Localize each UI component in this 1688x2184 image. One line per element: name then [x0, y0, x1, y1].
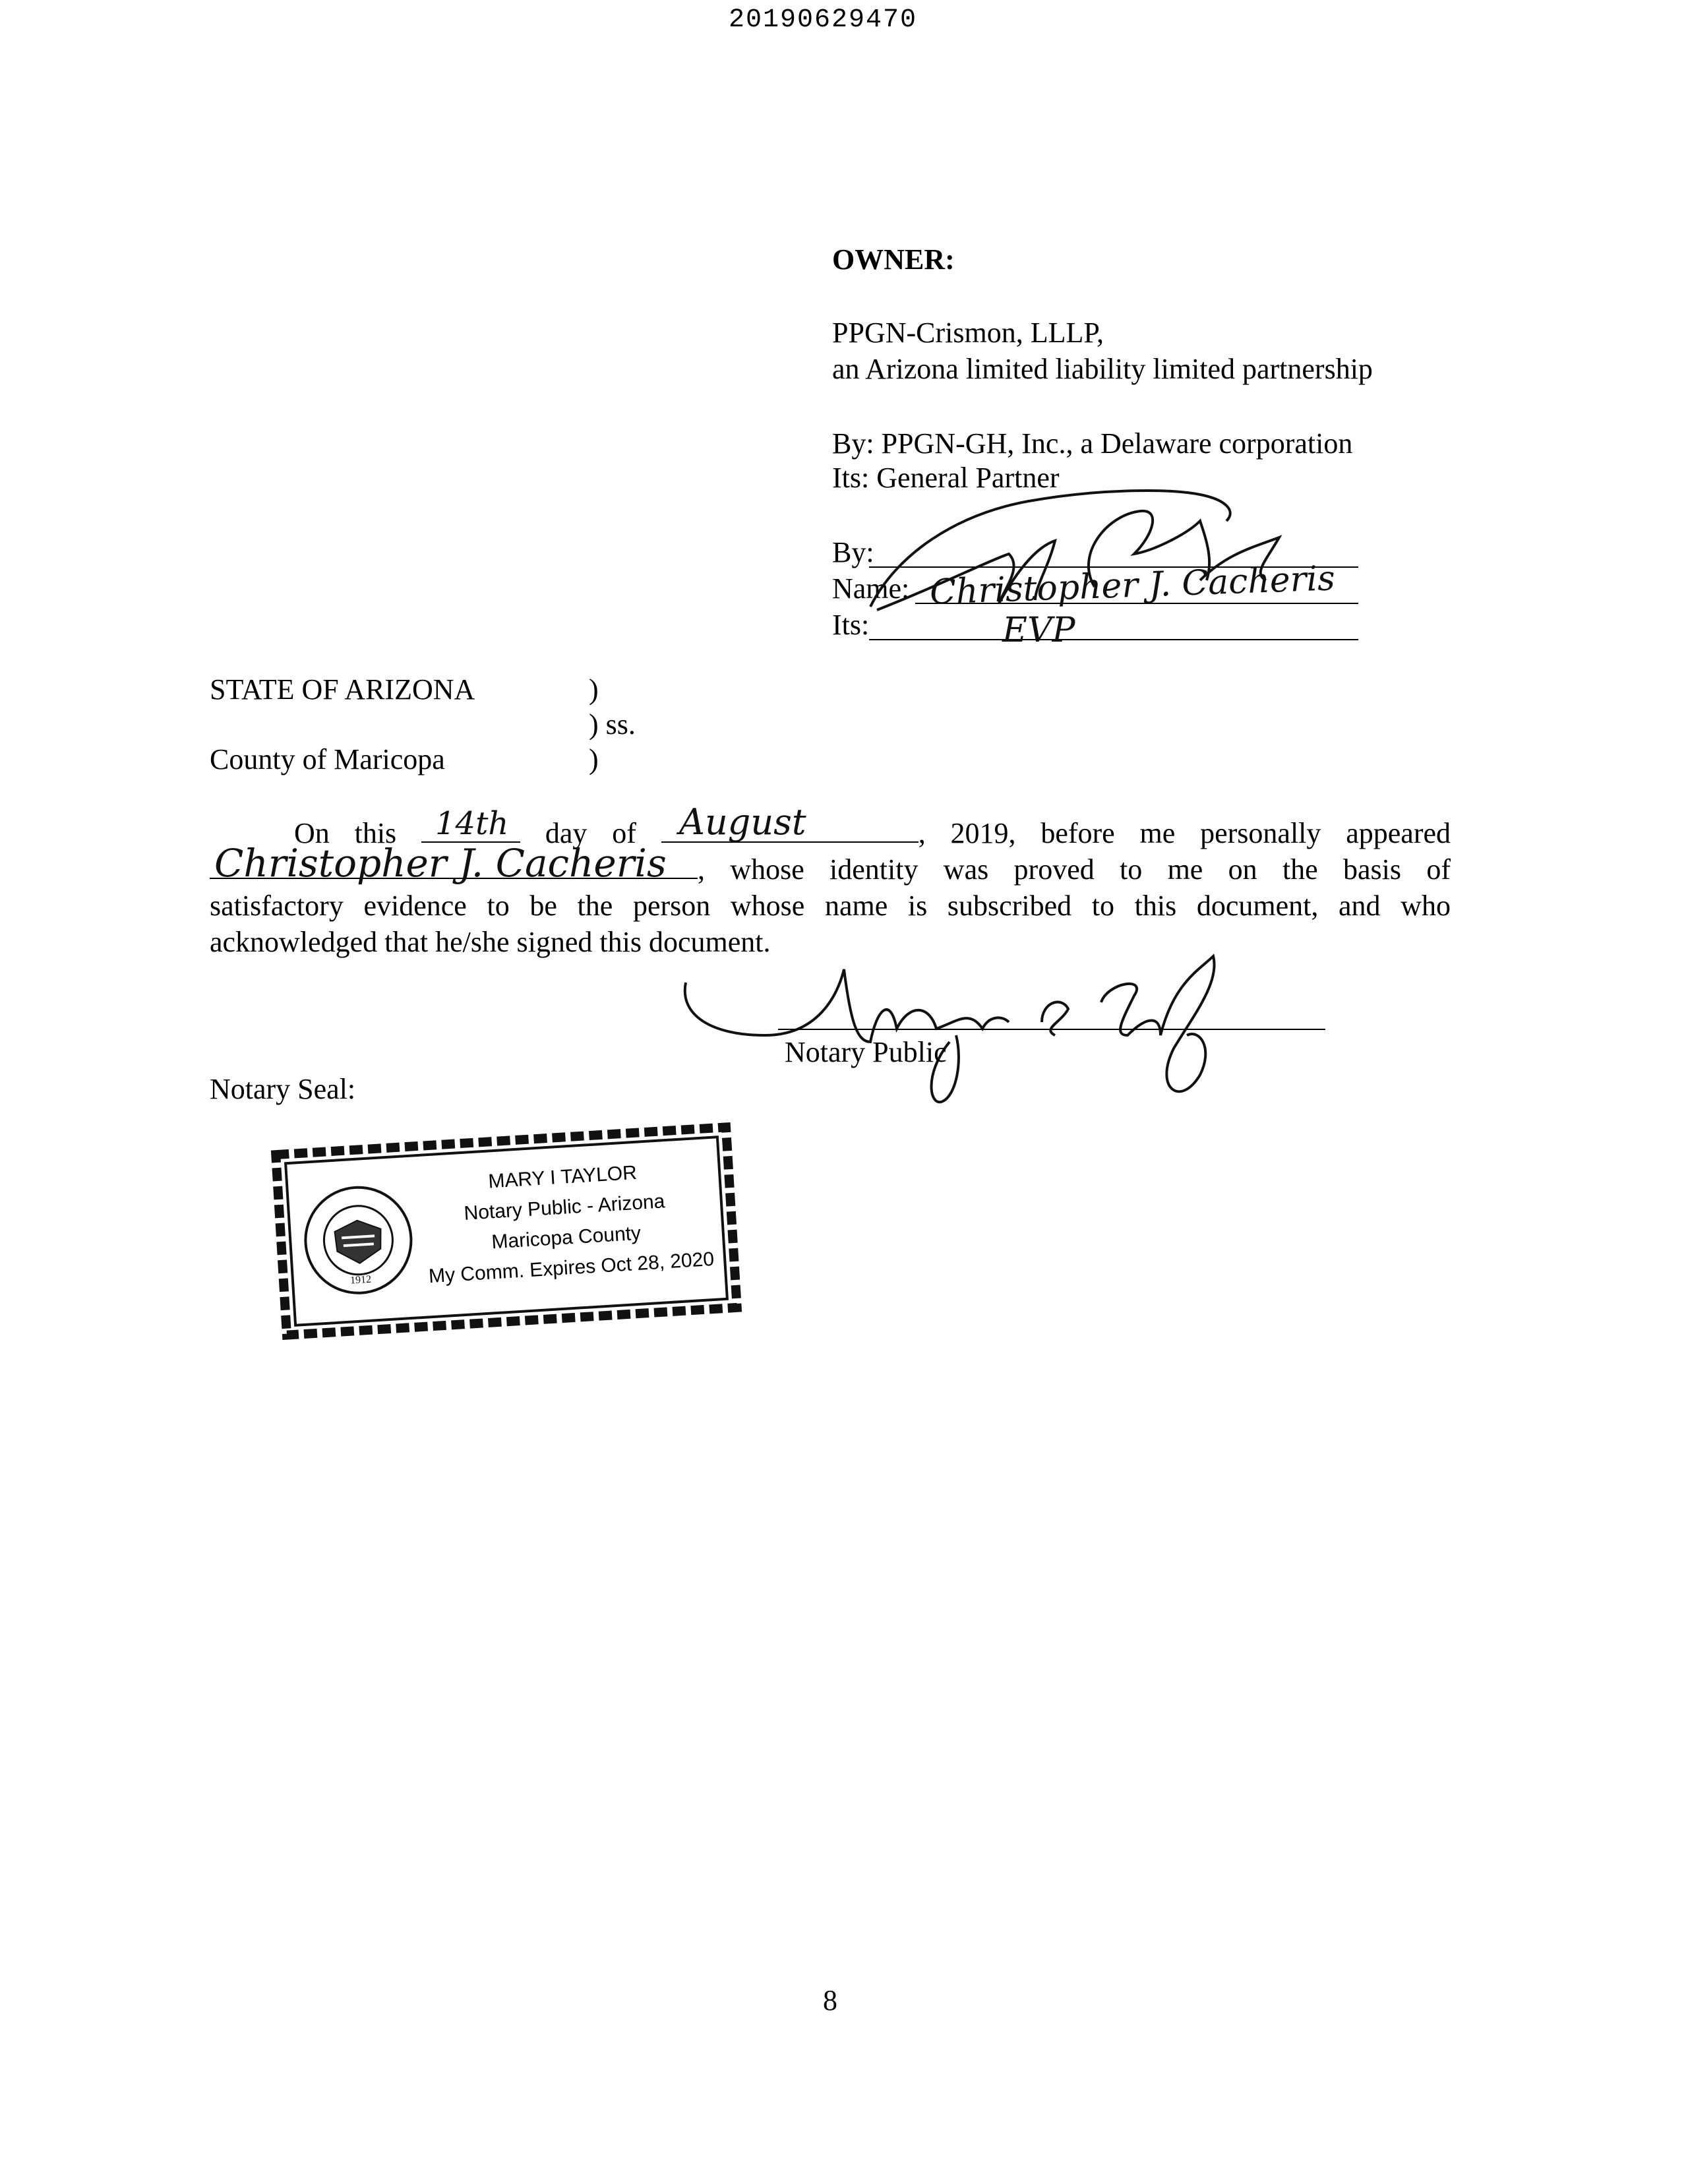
stamp-county: Maricopa County — [491, 1222, 642, 1254]
notary-stamp — [270, 1122, 742, 1341]
stamp-seal-emblem — [299, 1181, 417, 1300]
owner-by-line: By: PPGN-GH, Inc., a Delaware corporation — [832, 427, 1353, 460]
owner-entity-name: PPGN-Crismon, LLLP, — [832, 317, 1104, 349]
ack-rest-line1: , 2019, before me personally appeared — [918, 817, 1451, 849]
venue-state: STATE OF ARIZONA — [210, 673, 475, 706]
notary-signature-line — [778, 1029, 1325, 1030]
signature-by-label: By: — [832, 536, 874, 568]
owner-signature — [857, 475, 1319, 650]
notary-seal-label: Notary Seal: — [210, 1073, 356, 1105]
ack-day-handwritten: 14th — [435, 805, 509, 842]
venue-ss: ) ss. — [589, 708, 636, 741]
seal-year-text: 1912 — [349, 1273, 372, 1287]
ack-rest-line2: , whose identity was proved to me on the basis of — [698, 853, 1451, 886]
signer-name-handwritten: Christopher J. Cacheris — [929, 559, 1336, 613]
signature-name-label: Name: — [832, 572, 910, 605]
venue-county: County of Maricopa — [210, 743, 445, 775]
ack-person-handwritten: Christopher J. Cacheris — [214, 841, 667, 886]
owner-heading: OWNER: — [832, 243, 955, 276]
ack-line-4: acknowledged that he/she signed this document. — [210, 926, 771, 958]
signature-its-label: Its: — [832, 609, 870, 641]
ack-month-handwritten: August — [679, 801, 806, 843]
notary-public-label: Notary Public — [785, 1036, 947, 1068]
signer-title-handwritten: EVP — [1002, 611, 1075, 650]
ack-on-this: On this — [294, 817, 397, 849]
acknowledgment-paragraph — [210, 815, 1451, 960]
owner-its-line: Its: General Partner — [832, 462, 1060, 494]
stamp-notary-title: Notary Public - Arizona — [463, 1190, 666, 1225]
ack-day-of: day of — [545, 817, 636, 849]
stamp-notary-name: MARY I TAYLOR — [487, 1161, 638, 1193]
venue-paren-1: ) — [589, 673, 599, 706]
document-number: 20190629470 — [729, 5, 918, 35]
ack-line-3: satisfactory evidence to be the person whose name is subscribed to this document, and who — [210, 890, 1451, 922]
arizona-seal-icon — [299, 1181, 417, 1300]
stamp-expiration: My Comm. Expires Oct 28, 2020 — [428, 1248, 715, 1288]
owner-entity-description: an Arizona limited liability limited partnership — [832, 353, 1373, 385]
venue-paren-2: ) — [589, 743, 599, 775]
page-number: 8 — [823, 1984, 837, 2017]
